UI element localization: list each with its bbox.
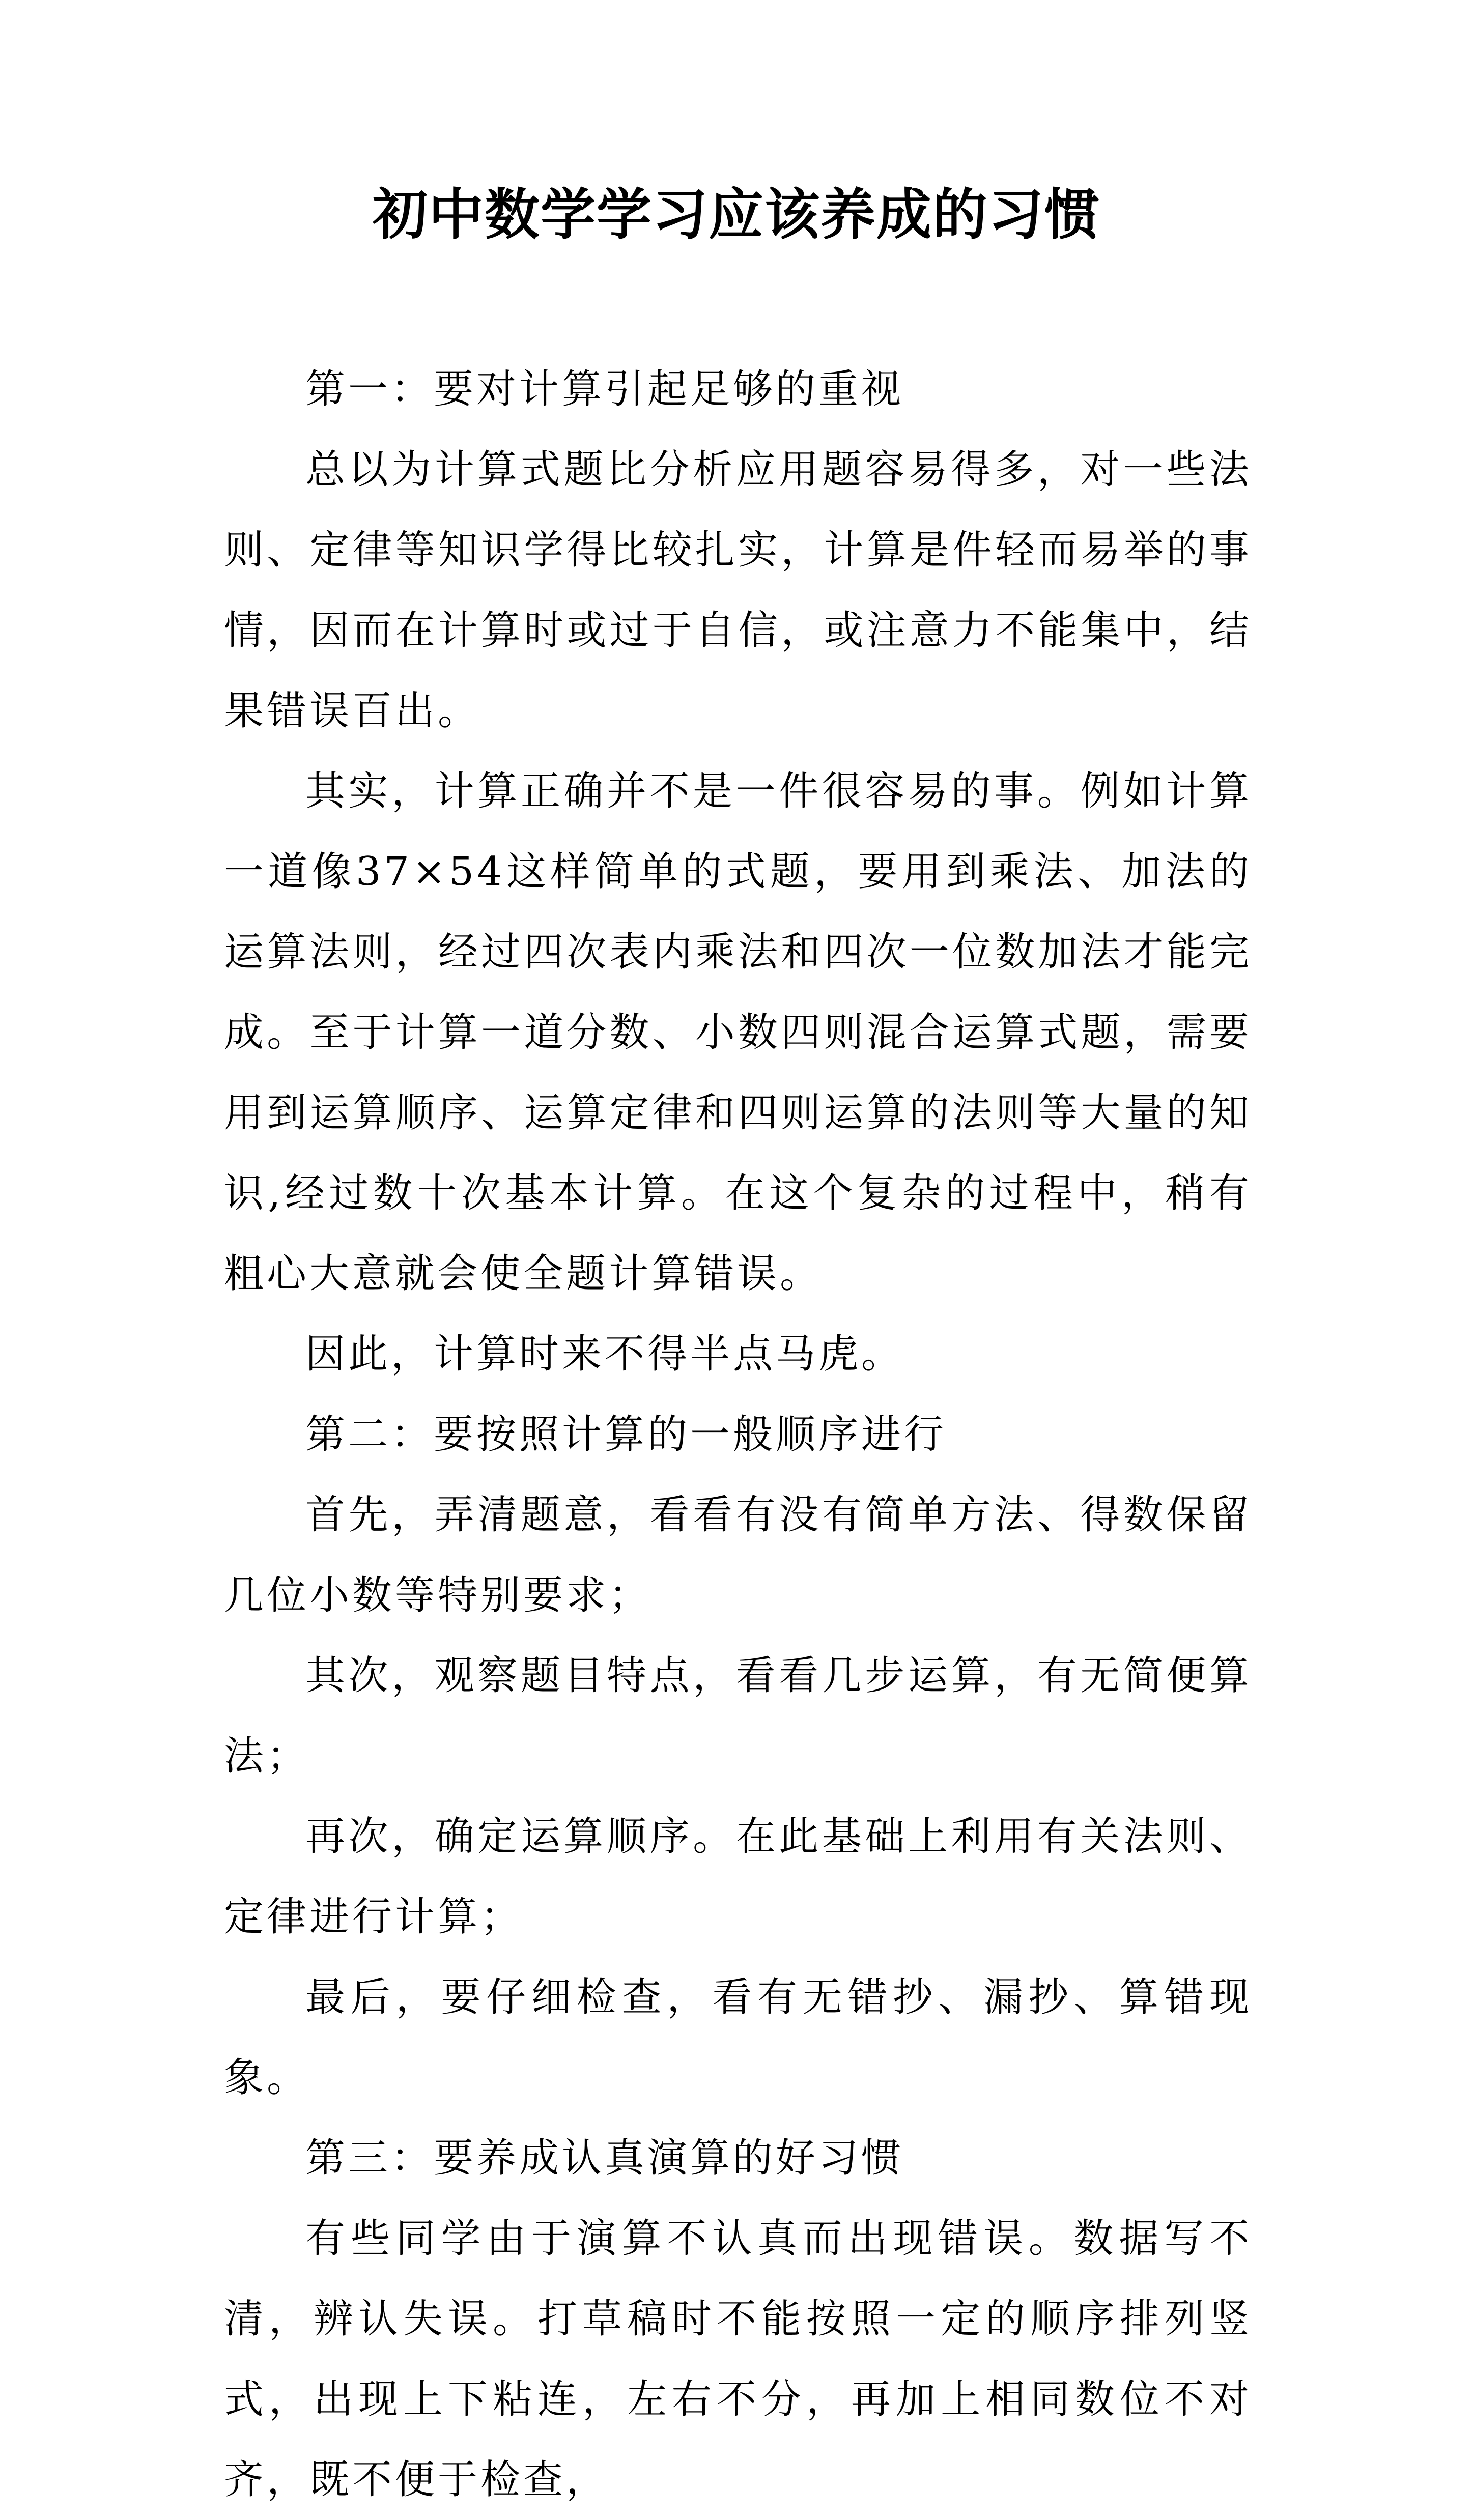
paragraph: 因此，计算时来不得半点马虎。 (305, 1331, 904, 1377)
document-title: 初中数学学习应该养成的习惯 (372, 183, 1100, 247)
document-body (224, 349, 1252, 2520)
paragraph: 首先，弄清题意，看看有没有简单方法、得数保留几位小数等特别要求； (224, 1492, 1252, 1618)
section-heading-3: 第三：要养成认真演算的好习惯 (305, 2135, 904, 2181)
paragraph: 其实，计算正确并不是一件很容易的事。例如计算一道像37×54这样简单的式题，要用到乘法、加法的运算法则，经过四次表内乘法和四次一位数加法才能完成。至于计算一道分数、小数四则混合运算式题，需要用到运算顺序、运算定律和四则运算的法则等大量的知识,经过数十次基本计算。在这个复杂的过程中，稍有粗心大意就会使全题计算错误。 (224, 768, 1252, 1297)
paragraph: 总以为计算式题比分析应用题容易得多，对一些法则、定律等知识学得比较扎实，计算是件轻而易举的事情，因而在计算时或过于自信，或注意力不能集中，结果错误百出。 (224, 447, 1252, 734)
section-heading-1: 第一：要对计算引起足够的重视 (305, 366, 904, 412)
paragraph: 有些同学由于演算不认真而出现错误。数据写不清，辨认失误。打草稿时不能按照一定的顺序排列竖式，出现上下粘连，左右不分，再加上相同数位不对齐，既不便于检查， (224, 2216, 1252, 2503)
section-heading-2: 第二：要按照计算的一般顺序进行 (305, 1412, 947, 1457)
paragraph: 再次，确定运算顺序。在此基础上利用有关法则、定律进行计算； (224, 1814, 1252, 1940)
paragraph: 最后，要仔细检查，看有无错抄、漏抄、算错现象。 (224, 1974, 1252, 2101)
paragraph: 其次，观察题目特点，看看几步运算，有无简便算法； (224, 1653, 1252, 1779)
